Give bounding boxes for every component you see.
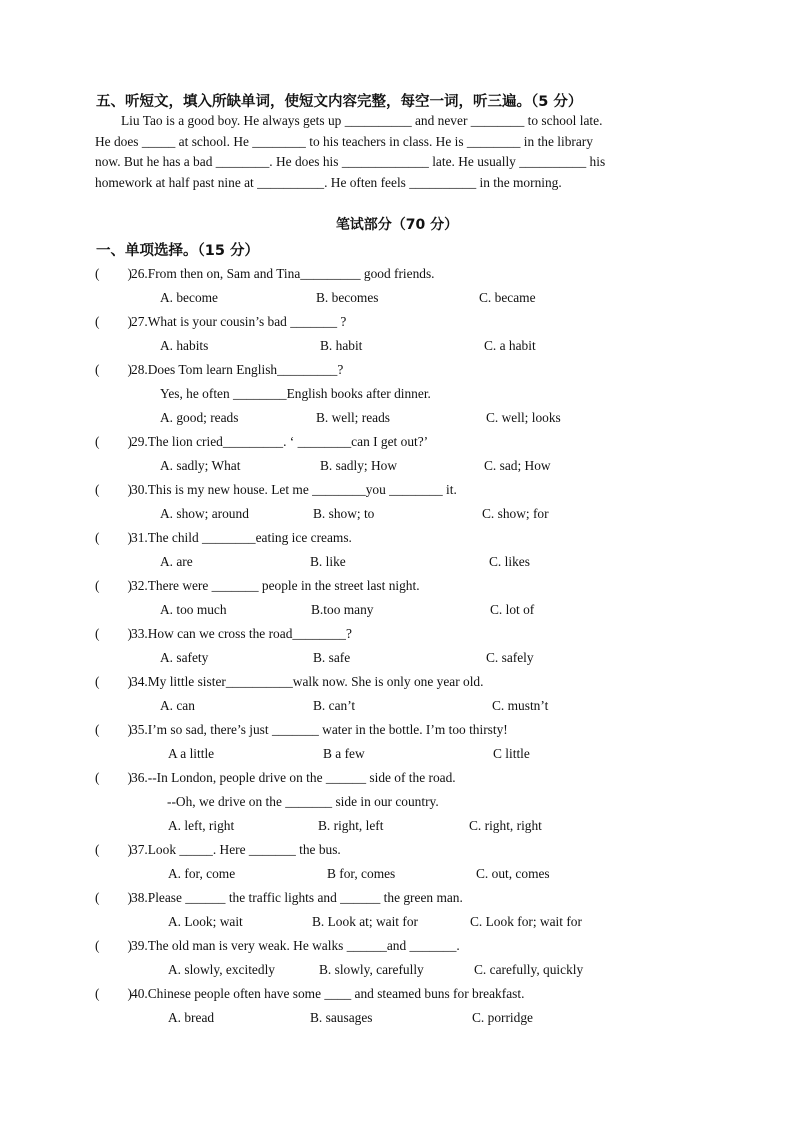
question-subline: --Oh, we drive on the _______ side in our country. bbox=[167, 794, 439, 809]
bracket-close: ) bbox=[127, 626, 132, 641]
bracket-close: ) bbox=[127, 530, 132, 545]
option-b[interactable]: B a few bbox=[323, 746, 365, 761]
answer-bracket[interactable] bbox=[95, 626, 131, 642]
question-number: 39. bbox=[131, 938, 148, 953]
option-a[interactable]: A a little bbox=[168, 746, 215, 761]
question-number: 32. bbox=[131, 578, 148, 593]
bracket-open: ( bbox=[95, 674, 100, 689]
option-c[interactable]: C. porridge bbox=[472, 1010, 533, 1025]
question-35 bbox=[95, 722, 508, 738]
option-a[interactable]: A. can bbox=[160, 698, 195, 713]
question-40 bbox=[95, 986, 524, 1002]
question-number: 38. bbox=[131, 890, 148, 905]
bracket-open: ( bbox=[95, 530, 100, 545]
question-subline: Yes, he often ________English books after dinner. bbox=[160, 386, 431, 401]
question-text: What is your cousin’s bad _______ ? bbox=[147, 314, 347, 329]
option-a[interactable]: A. good; reads bbox=[160, 410, 239, 425]
option-a[interactable]: A. slowly, excitedly bbox=[168, 962, 275, 977]
option-c[interactable]: C. out, comes bbox=[476, 866, 550, 881]
listening-passage bbox=[95, 111, 715, 193]
bracket-close: ) bbox=[127, 266, 132, 281]
option-a[interactable]: A. are bbox=[160, 554, 193, 569]
part-1-title: 一、单项选择。（15 分） bbox=[96, 243, 259, 259]
question-text: How can we cross the road________? bbox=[147, 626, 352, 641]
option-b[interactable]: B. safe bbox=[313, 650, 351, 665]
question-text: The old man is very weak. He walks ______and _______. bbox=[147, 938, 460, 953]
passage-line-4: homework at half past nine at __________. He often feels __________ in the morning. bbox=[95, 174, 562, 190]
option-a[interactable]: A. for, come bbox=[168, 866, 236, 881]
option-c[interactable]: C. sad; How bbox=[484, 458, 551, 473]
question-number: 33. bbox=[131, 626, 148, 641]
question-text: My little sister__________walk now. She is only one year old. bbox=[147, 674, 484, 689]
question-number: 26. bbox=[131, 266, 148, 281]
bracket-close: ) bbox=[127, 434, 132, 449]
option-a[interactable]: A. sadly; What bbox=[160, 458, 241, 473]
written-part-heading: 笔试部分（70 分） bbox=[335, 217, 459, 233]
question-number: 31. bbox=[131, 530, 148, 545]
question-39 bbox=[95, 938, 460, 954]
option-b[interactable]: B.too many bbox=[311, 602, 374, 617]
option-b[interactable]: B. can’t bbox=[313, 698, 356, 713]
option-c[interactable]: C. Look for; wait for bbox=[470, 914, 582, 929]
option-b[interactable]: B. sausages bbox=[310, 1010, 373, 1025]
bracket-close: ) bbox=[127, 890, 132, 905]
question-37 bbox=[95, 842, 341, 858]
bracket-open: ( bbox=[95, 938, 100, 953]
option-c[interactable]: C. became bbox=[479, 290, 536, 305]
option-a[interactable]: A. bread bbox=[168, 1010, 215, 1025]
option-c[interactable]: C. right, right bbox=[469, 818, 542, 833]
option-b[interactable]: B. slowly, carefully bbox=[319, 962, 424, 977]
bracket-close: ) bbox=[127, 938, 132, 953]
option-c[interactable]: C. safely bbox=[486, 650, 534, 665]
answer-bracket[interactable] bbox=[95, 938, 131, 954]
question-text: I’m so sad, there’s just _______ water in the bottle. I’m too thirsty! bbox=[147, 722, 508, 737]
question-number: 27. bbox=[131, 314, 148, 329]
bracket-open: ( bbox=[95, 842, 100, 857]
option-c[interactable]: C. likes bbox=[489, 554, 530, 569]
question-26 bbox=[95, 266, 435, 282]
option-a[interactable]: A. show; around bbox=[160, 506, 249, 521]
bracket-open: ( bbox=[95, 722, 100, 737]
option-c[interactable]: C little bbox=[493, 746, 530, 761]
question-32 bbox=[95, 578, 420, 594]
bracket-close: ) bbox=[127, 770, 132, 785]
question-29 bbox=[95, 434, 428, 450]
option-b[interactable]: B. right, left bbox=[318, 818, 384, 833]
option-c[interactable]: C. a habit bbox=[484, 338, 536, 353]
answer-bracket[interactable] bbox=[95, 890, 131, 906]
option-c[interactable]: C. show; for bbox=[482, 506, 549, 521]
option-c[interactable]: C. lot of bbox=[490, 602, 535, 617]
question-text: From then on, Sam and Tina_________ good friends. bbox=[147, 266, 435, 281]
question-text: This is my new house. Let me ________you ________ it. bbox=[147, 482, 457, 497]
question-38 bbox=[95, 890, 463, 906]
answer-bracket[interactable] bbox=[95, 362, 131, 378]
question-number: 40. bbox=[131, 986, 148, 1001]
bracket-open: ( bbox=[95, 362, 100, 377]
option-b[interactable]: B. becomes bbox=[316, 290, 379, 305]
bracket-close: ) bbox=[127, 986, 132, 1001]
bracket-close: ) bbox=[127, 482, 132, 497]
question-number: 37. bbox=[131, 842, 148, 857]
answer-bracket[interactable] bbox=[95, 266, 131, 282]
bracket-open: ( bbox=[95, 434, 100, 449]
option-b[interactable]: B. sadly; How bbox=[320, 458, 397, 473]
question-number: 29. bbox=[131, 434, 148, 449]
bracket-close: ) bbox=[127, 314, 132, 329]
passage-line-1: Liu Tao is a good boy. He always gets up __________ and never ________ to school late. bbox=[121, 113, 603, 128]
option-a[interactable]: A. Look; wait bbox=[168, 914, 243, 929]
question-text: Chinese people often have some ____ and steamed buns for breakfast. bbox=[147, 986, 525, 1001]
answer-bracket[interactable] bbox=[95, 986, 131, 1002]
option-a[interactable]: A. safety bbox=[160, 650, 209, 665]
bracket-close: ) bbox=[127, 362, 132, 377]
answer-bracket[interactable] bbox=[95, 770, 131, 786]
answer-bracket[interactable] bbox=[95, 578, 131, 594]
bracket-close: ) bbox=[127, 578, 132, 593]
passage-line-2: He does _____ at school. He ________ to his teachers in class. He is ________ in the library bbox=[95, 133, 593, 149]
answer-bracket[interactable] bbox=[95, 314, 131, 330]
question-33 bbox=[95, 626, 352, 642]
question-text: Please ______ the traffic lights and ______ the green man. bbox=[147, 890, 463, 905]
bracket-open: ( bbox=[95, 626, 100, 641]
option-c[interactable]: C. mustn’t bbox=[492, 698, 549, 713]
question-36 bbox=[95, 770, 456, 786]
answer-bracket[interactable] bbox=[95, 842, 131, 858]
option-a[interactable]: A. become bbox=[160, 290, 219, 305]
option-c[interactable]: C. carefully, quickly bbox=[474, 962, 584, 977]
question-text: The child ________eating ice creams. bbox=[147, 530, 352, 545]
answer-bracket[interactable] bbox=[95, 722, 131, 738]
answer-bracket[interactable] bbox=[95, 530, 131, 546]
bracket-open: ( bbox=[95, 890, 100, 905]
question-31 bbox=[95, 530, 352, 546]
bracket-close: ) bbox=[127, 674, 132, 689]
bracket-close: ) bbox=[127, 722, 132, 737]
bracket-open: ( bbox=[95, 578, 100, 593]
option-b[interactable]: B. well; reads bbox=[316, 410, 391, 425]
bracket-open: ( bbox=[95, 770, 100, 785]
option-b[interactable]: B. show; to bbox=[313, 506, 375, 521]
question-34 bbox=[95, 674, 483, 690]
bracket-open: ( bbox=[95, 986, 100, 1001]
bracket-open: ( bbox=[95, 314, 100, 329]
question-text: Look _____. Here _______ the bus. bbox=[147, 842, 341, 857]
question-text: The lion cried_________. ‘ ________can I get out?’ bbox=[147, 434, 429, 449]
question-number: 30. bbox=[131, 482, 148, 497]
question-text: --In London, people drive on the ______ side of the road. bbox=[147, 770, 456, 785]
question-number: 34. bbox=[131, 674, 148, 689]
option-a[interactable]: A. habits bbox=[160, 338, 209, 353]
answer-bracket[interactable] bbox=[95, 482, 131, 498]
section-5-title: 五、听短文，填入所缺单词，使短文内容完整，每空一词，听三遍。（5 分） bbox=[96, 94, 583, 110]
question-number: 36. bbox=[131, 770, 148, 785]
answer-bracket[interactable] bbox=[95, 434, 131, 450]
answer-bracket[interactable] bbox=[95, 674, 131, 690]
question-text: There were _______ people in the street last night. bbox=[147, 578, 420, 593]
bracket-open: ( bbox=[95, 482, 100, 497]
option-b[interactable]: B. Look at; wait for bbox=[312, 914, 418, 929]
bracket-open: ( bbox=[95, 266, 100, 281]
option-c[interactable]: C. well; looks bbox=[486, 410, 561, 425]
bracket-close: ) bbox=[127, 842, 132, 857]
passage-line-3: now. But he has a bad ________. He does his _____________ late. He usually __________ his bbox=[95, 154, 606, 170]
question-number: 28. bbox=[131, 362, 148, 377]
option-a[interactable]: A. left, right bbox=[168, 818, 235, 833]
question-30 bbox=[95, 482, 457, 498]
option-a[interactable]: A. too much bbox=[160, 602, 227, 617]
option-b[interactable]: B. habit bbox=[320, 338, 363, 353]
question-27 bbox=[95, 314, 346, 330]
question-text: Does Tom learn English_________? bbox=[147, 362, 344, 377]
option-b[interactable]: B. like bbox=[310, 554, 346, 569]
question-number: 35. bbox=[131, 722, 148, 737]
question-28 bbox=[95, 362, 343, 378]
option-b[interactable]: B for, comes bbox=[327, 866, 396, 881]
